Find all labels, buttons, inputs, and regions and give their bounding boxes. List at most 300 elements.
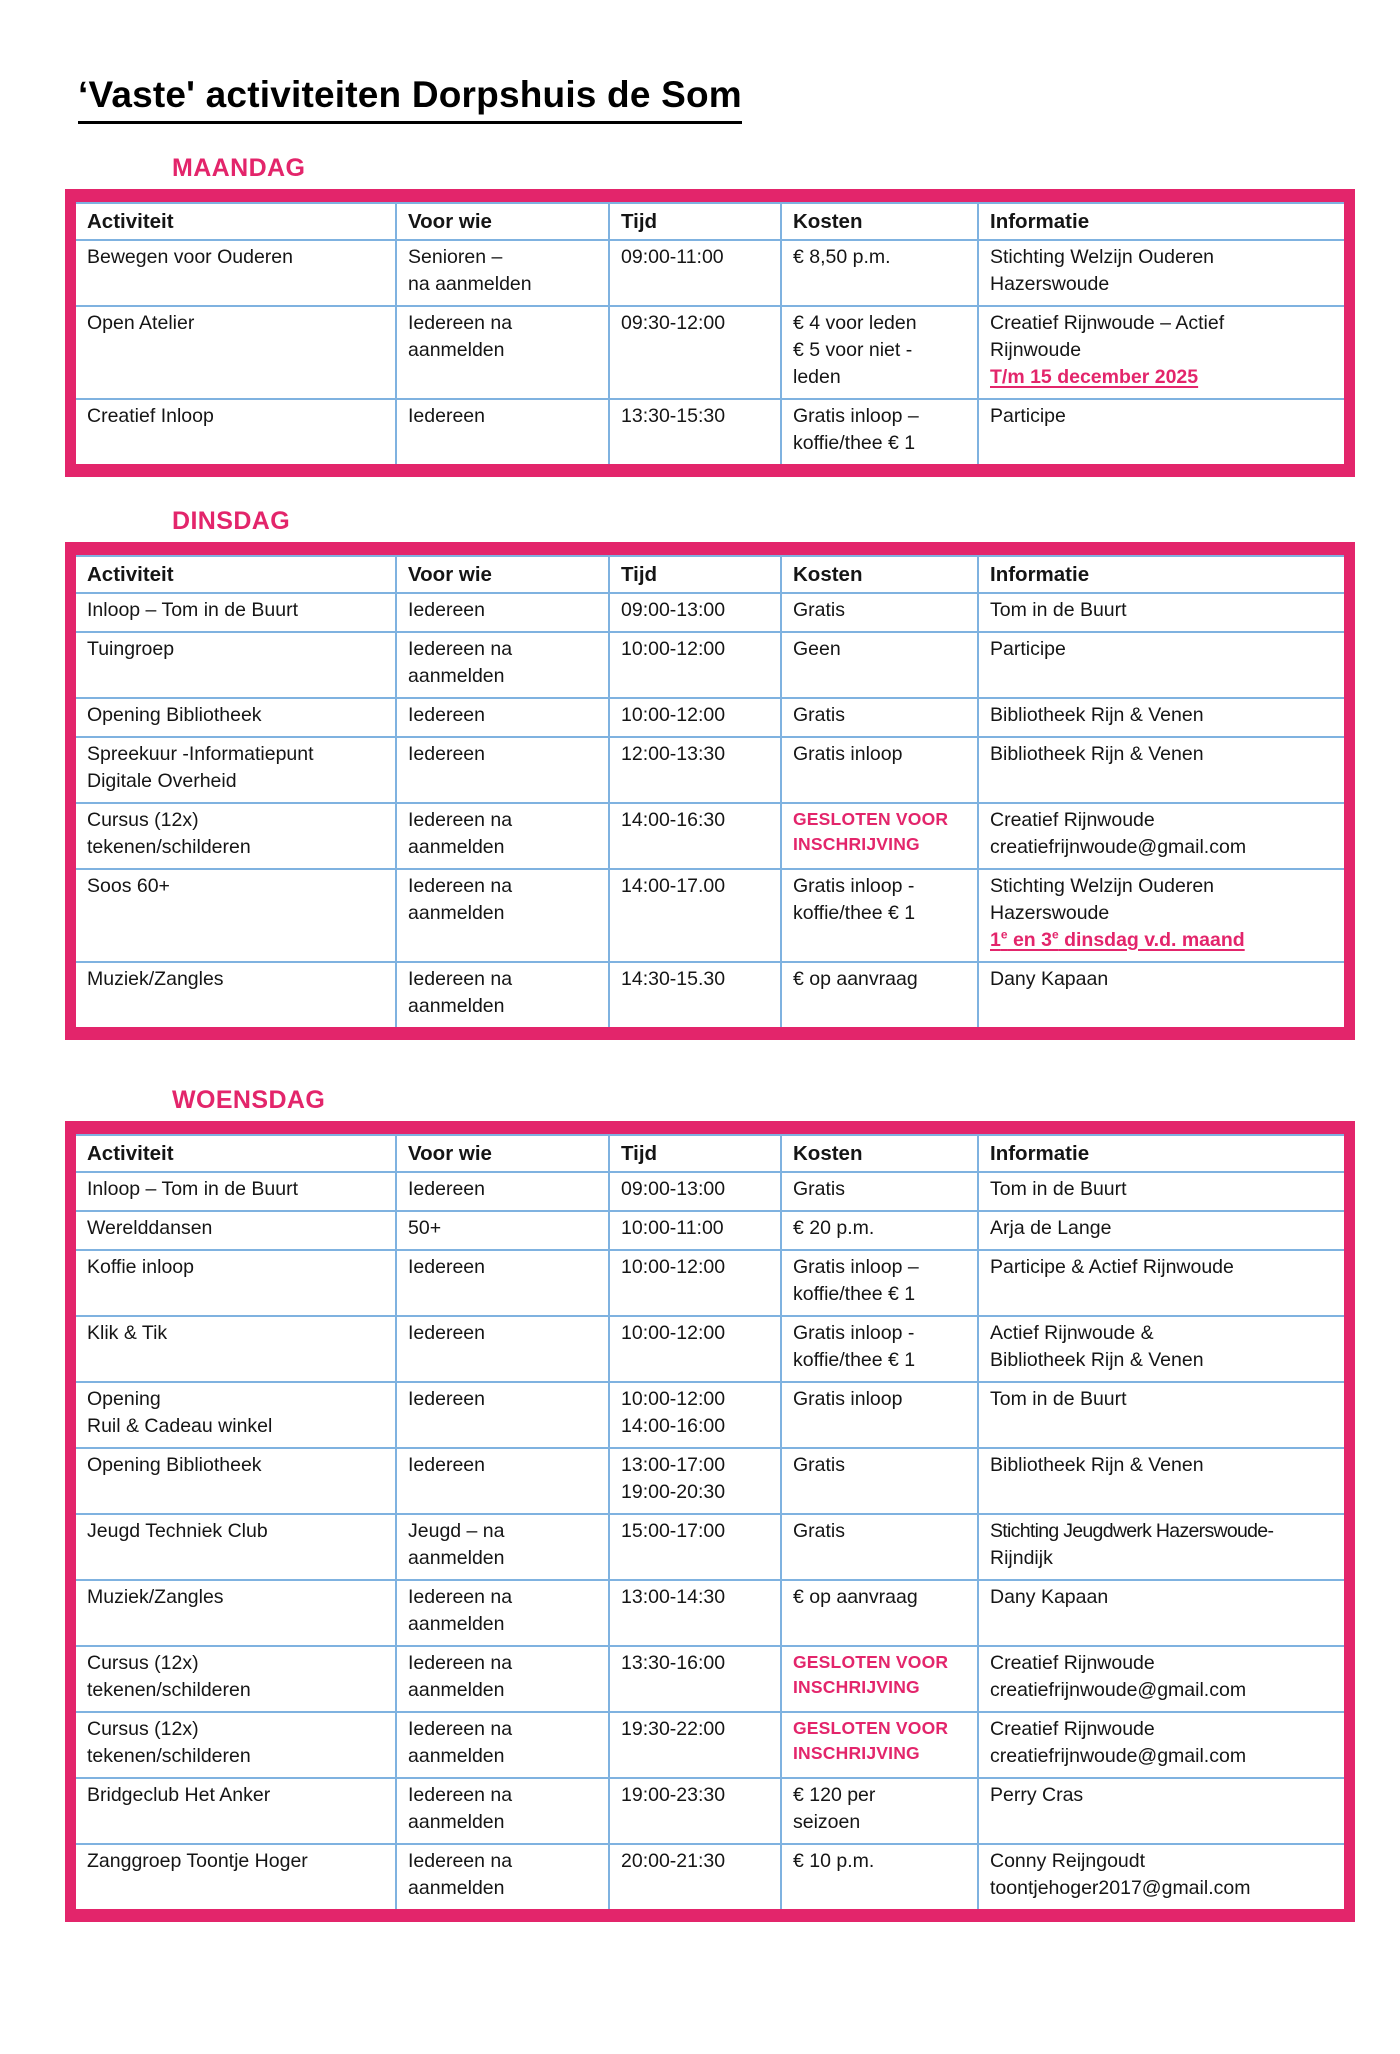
cell-voor-wie	[396, 1448, 609, 1514]
cell-line: Conny Reijngoudt	[990, 1849, 1146, 1872]
cell-informatie	[978, 1448, 1344, 1514]
cell-tijd	[609, 1778, 781, 1844]
cell-tijd	[609, 962, 781, 1027]
cell-line: Tuingroep	[87, 637, 175, 660]
cell-voor-wie	[396, 1580, 609, 1646]
cell-kosten	[781, 1448, 978, 1514]
cell-line: 13:30-16:00	[621, 1651, 726, 1674]
schedule-table-frame	[65, 1121, 1355, 1922]
cell-line: Geen	[793, 637, 841, 660]
day-heading: DINSDAG	[172, 506, 291, 535]
cell-line: € 120 per	[793, 1783, 876, 1806]
header-row	[76, 556, 1344, 593]
cell-kosten	[781, 1382, 978, 1448]
cell-line: Stichting Welzijn Ouderen	[990, 874, 1215, 897]
cell-voor-wie	[396, 737, 609, 803]
cell-line: tekenen/schilderen	[87, 1744, 251, 1767]
cell-line: 15:00-17:00	[621, 1519, 726, 1542]
cell-line: Participe & Actief Rijnwoude	[990, 1255, 1234, 1278]
schedule-table-frame	[65, 189, 1355, 477]
table-row	[76, 1580, 1344, 1646]
cell-line: Senioren –	[408, 245, 503, 268]
cell-activiteit	[76, 1844, 396, 1909]
cell-line: Iedereen na	[408, 808, 513, 831]
cell-line: 10:00-12:00	[621, 637, 726, 660]
cell-line: 10:00-12:00	[621, 1387, 726, 1410]
day-section-maandag	[0, 154, 1400, 477]
cell-informatie	[978, 399, 1344, 464]
cell-informatie	[978, 306, 1344, 399]
cell-line: Hazerswoude	[990, 901, 1110, 924]
cell-line: 50+	[408, 1216, 442, 1239]
cell-line: creatiefrijnwoude@gmail.com	[990, 1744, 1247, 1767]
cell-informatie	[978, 1250, 1344, 1316]
cell-line: Perry Cras	[990, 1783, 1084, 1806]
cell-line: 13:00-14:30	[621, 1585, 726, 1608]
cell-line: 12:00-13:30	[621, 742, 726, 765]
cell-informatie	[978, 1316, 1344, 1382]
cell-activiteit	[76, 1316, 396, 1382]
cell-line: Gratis inloop –	[793, 1255, 919, 1278]
cell-line: 14:00-16:30	[621, 808, 726, 831]
cell-line: Iedereen na	[408, 874, 513, 897]
column-header: Activiteit	[76, 203, 396, 240]
cell-tijd	[609, 698, 781, 737]
day-section-dinsdag	[0, 507, 1400, 1040]
table-row	[76, 962, 1344, 1027]
cell-activiteit	[76, 399, 396, 464]
schedule-table	[76, 1134, 1344, 1909]
cell-activiteit	[76, 1211, 396, 1250]
cell-line: 20:00-21:30	[621, 1849, 726, 1872]
cell-kosten	[781, 1712, 978, 1778]
cell-line: Iedereen na	[408, 1585, 513, 1608]
cell-line: Gratis inloop -	[793, 874, 915, 897]
cell-line: koffie/thee € 1	[793, 1348, 916, 1371]
cell-tijd	[609, 869, 781, 962]
cell-line: 14:00-17.00	[621, 874, 726, 897]
cell-line: 10:00-12:00	[621, 703, 726, 726]
schedule-table	[76, 555, 1344, 1027]
cell-activiteit	[76, 306, 396, 399]
cell-line: Gratis	[793, 1177, 846, 1200]
document-header	[78, 74, 1400, 124]
cell-activiteit	[76, 1778, 396, 1844]
cell-line: Digitale Overheid	[87, 769, 237, 792]
cell-line: 09:00-11:00	[621, 245, 724, 268]
table-row	[76, 306, 1344, 399]
column-header: Voor wie	[396, 203, 609, 240]
cell-voor-wie	[396, 1514, 609, 1580]
cell-informatie	[978, 737, 1344, 803]
cell-tijd	[609, 737, 781, 803]
cell-tijd	[609, 593, 781, 632]
cell-informatie	[978, 698, 1344, 737]
cell-line: Tom in de Buurt	[990, 598, 1127, 621]
cell-line: Cursus (12x)	[87, 1717, 199, 1740]
table-row	[76, 1250, 1344, 1316]
cell-line: 09:30-12:00	[621, 311, 726, 334]
table-row	[76, 593, 1344, 632]
cell-tijd	[609, 1712, 781, 1778]
cell-line: INSCHRIJVING	[793, 833, 920, 854]
cell-line: koffie/thee € 1	[793, 1282, 916, 1305]
cell-kosten	[781, 698, 978, 737]
cell-line: Opening Bibliotheek	[87, 703, 262, 726]
cell-line: 09:00-13:00	[621, 598, 726, 621]
cell-activiteit	[76, 1514, 396, 1580]
cell-line: Iedereen	[408, 1321, 485, 1344]
cell-activiteit	[76, 1448, 396, 1514]
column-header: Activiteit	[76, 556, 396, 593]
table-row	[76, 632, 1344, 698]
column-header: Tijd	[609, 203, 781, 240]
cell-line: Bibliotheek Rijn & Venen	[990, 742, 1204, 765]
cell-kosten	[781, 1250, 978, 1316]
cell-line: Bibliotheek Rijn & Venen	[990, 1348, 1204, 1371]
cell-kosten	[781, 1316, 978, 1382]
cell-kosten	[781, 869, 978, 962]
cell-line: € 8,50 p.m.	[793, 245, 891, 268]
cell-informatie	[978, 1778, 1344, 1844]
cell-line: Iedereen na	[408, 311, 513, 334]
cell-voor-wie	[396, 306, 609, 399]
cell-informatie	[978, 1712, 1344, 1778]
cell-line: Zanggroep Toontje Hoger	[87, 1849, 308, 1872]
cell-line: Klik & Tik	[87, 1321, 168, 1344]
cell-line: € 4 voor leden	[793, 311, 917, 334]
cell-informatie	[978, 962, 1344, 1027]
cell-line: aanmelden	[408, 1546, 505, 1569]
cell-kosten	[781, 1580, 978, 1646]
cell-tijd	[609, 803, 781, 869]
cell-line: Dany Kapaan	[990, 967, 1109, 990]
cell-line: creatiefrijnwoude@gmail.com	[990, 835, 1247, 858]
cell-kosten	[781, 1211, 978, 1250]
cell-line: Gratis inloop	[793, 1387, 903, 1410]
table-row	[76, 1316, 1344, 1382]
cell-tijd	[609, 1250, 781, 1316]
column-header: Activiteit	[76, 1135, 396, 1172]
cell-activiteit	[76, 1580, 396, 1646]
cell-activiteit	[76, 962, 396, 1027]
cell-line: € 5 voor niet -	[793, 338, 913, 361]
cell-kosten	[781, 1844, 978, 1909]
cell-line: aanmelden	[408, 1810, 505, 1833]
cell-line: Creatief Rijnwoude – Actief	[990, 311, 1225, 334]
cell-voor-wie	[396, 399, 609, 464]
cell-line: Arja de Lange	[990, 1216, 1112, 1239]
cell-line: 10:00-12:00	[621, 1321, 726, 1344]
cell-voor-wie	[396, 1250, 609, 1316]
cell-line: tekenen/schilderen	[87, 1678, 251, 1701]
cell-line: Iedereen na	[408, 1849, 513, 1872]
schedule-sections	[0, 154, 1400, 1922]
table-row	[76, 240, 1344, 306]
cell-line: aanmelden	[408, 901, 505, 924]
cell-line: Ruil & Cadeau winkel	[87, 1414, 273, 1437]
cell-activiteit	[76, 698, 396, 737]
cell-kosten	[781, 803, 978, 869]
cell-line: Creatief Inloop	[87, 404, 214, 427]
cell-line: Rijndijk	[990, 1546, 1053, 1569]
cell-line: Werelddansen	[87, 1216, 213, 1239]
header-row	[76, 1135, 1344, 1172]
cell-line: Iedereen na	[408, 1783, 513, 1806]
cell-line: INSCHRIJVING	[793, 1676, 920, 1697]
cell-line: Gratis	[793, 1453, 846, 1476]
cell-activiteit	[76, 1172, 396, 1211]
cell-line: Inloop – Tom in de Buurt	[87, 598, 299, 621]
table-row	[76, 1211, 1344, 1250]
cell-voor-wie	[396, 1316, 609, 1382]
table-row	[76, 1778, 1344, 1844]
cell-line: 13:00-17:00	[621, 1453, 726, 1476]
table-row	[76, 1448, 1344, 1514]
cell-activiteit	[76, 593, 396, 632]
cell-activiteit	[76, 803, 396, 869]
cell-informatie	[978, 869, 1344, 962]
cell-line: Iedereen na	[408, 1717, 513, 1740]
cell-informatie	[978, 632, 1344, 698]
cell-tijd	[609, 1382, 781, 1448]
column-header: Tijd	[609, 1135, 781, 1172]
cell-line: Iedereen	[408, 1387, 485, 1410]
cell-line: 19:00-20:30	[621, 1480, 726, 1503]
cell-line: Koffie inloop	[87, 1255, 194, 1278]
cell-line: Opening Bibliotheek	[87, 1453, 262, 1476]
cell-line: aanmelden	[408, 994, 505, 1017]
cell-line: Cursus (12x)	[87, 808, 199, 831]
cell-line: 14:30-15.30	[621, 967, 726, 990]
column-header: Voor wie	[396, 1135, 609, 1172]
cell-voor-wie	[396, 240, 609, 306]
column-header: Informatie	[978, 203, 1344, 240]
cell-line: aanmelden	[408, 1744, 505, 1767]
cell-voor-wie	[396, 803, 609, 869]
cell-line: Dany Kapaan	[990, 1585, 1109, 1608]
cell-line: Gratis inloop –	[793, 404, 919, 427]
cell-kosten	[781, 399, 978, 464]
table-row	[76, 1646, 1344, 1712]
cell-activiteit	[76, 1382, 396, 1448]
cell-informatie	[978, 1172, 1344, 1211]
page-title: ‘Vaste' activiteiten Dorpshuis de Som	[78, 74, 742, 124]
cell-line: Spreekuur -Informatiepunt	[87, 742, 314, 765]
cell-line: Actief Rijnwoude &	[990, 1321, 1154, 1344]
table-row	[76, 1382, 1344, 1448]
table-row	[76, 698, 1344, 737]
cell-voor-wie	[396, 632, 609, 698]
cell-line: Gratis	[793, 598, 846, 621]
cell-voor-wie	[396, 1211, 609, 1250]
cell-kosten	[781, 1778, 978, 1844]
cell-line: 19:30-22:00	[621, 1717, 726, 1740]
cell-line: Tom in de Buurt	[990, 1387, 1127, 1410]
cell-line: 14:00-16:00	[621, 1414, 726, 1437]
cell-kosten	[781, 1646, 978, 1712]
cell-voor-wie	[396, 1844, 609, 1909]
header-row	[76, 203, 1344, 240]
cell-line: 09:00-13:00	[621, 1177, 726, 1200]
table-row	[76, 1172, 1344, 1211]
cell-line: Inloop – Tom in de Buurt	[87, 1177, 299, 1200]
cell-line: aanmelden	[408, 664, 505, 687]
cell-line: Iedereen	[408, 1177, 485, 1200]
column-header: Voor wie	[396, 556, 609, 593]
cell-tijd	[609, 1514, 781, 1580]
cell-line: Participe	[990, 404, 1066, 427]
day-section-woensdag	[0, 1086, 1400, 1922]
day-heading: MAANDAG	[172, 153, 306, 182]
cell-line: Iedereen	[408, 742, 485, 765]
table-row	[76, 1844, 1344, 1909]
cell-line: Opening	[87, 1387, 161, 1410]
cell-line: Participe	[990, 637, 1066, 660]
cell-line: € op aanvraag	[793, 1585, 918, 1608]
cell-line: creatiefrijnwoude@gmail.com	[990, 1678, 1247, 1701]
cell-line: Iedereen na	[408, 1651, 513, 1674]
cell-line: GESLOTEN VOOR	[793, 1651, 949, 1672]
column-header: Kosten	[781, 203, 978, 240]
cell-line: Iedereen	[408, 1453, 485, 1476]
cell-line: € 20 p.m.	[793, 1216, 875, 1239]
table-row	[76, 1712, 1344, 1778]
cell-line: 10:00-12:00	[621, 1255, 726, 1278]
cell-kosten	[781, 306, 978, 399]
cell-line: GESLOTEN VOOR	[793, 808, 949, 829]
cell-informatie	[978, 1646, 1344, 1712]
cell-voor-wie	[396, 593, 609, 632]
cell-informatie	[978, 1514, 1344, 1580]
cell-line: Open Atelier	[87, 311, 195, 334]
cell-tijd	[609, 1316, 781, 1382]
cell-informatie	[978, 1211, 1344, 1250]
cell-activiteit	[76, 737, 396, 803]
cell-line: Creatief Rijnwoude	[990, 808, 1155, 831]
cell-activiteit	[76, 240, 396, 306]
cell-tijd	[609, 1448, 781, 1514]
cell-kosten	[781, 240, 978, 306]
cell-line: T/m 15 december 2025	[990, 365, 1199, 388]
cell-activiteit	[76, 632, 396, 698]
cell-tijd	[609, 632, 781, 698]
cell-kosten	[781, 632, 978, 698]
cell-line: 10:00-11:00	[621, 1216, 724, 1239]
cell-line: Stichting Jeugdwerk Hazerswoude-	[990, 1519, 1274, 1542]
cell-line: Iedereen na	[408, 637, 513, 660]
cell-line: Bibliotheek Rijn & Venen	[990, 1453, 1204, 1476]
cell-voor-wie	[396, 1646, 609, 1712]
cell-line: aanmelden	[408, 1678, 505, 1701]
cell-line: Jeugd – na	[408, 1519, 505, 1542]
cell-line: Gratis inloop	[793, 742, 903, 765]
table-row	[76, 1514, 1344, 1580]
cell-line: Muziek/Zangles	[87, 1585, 224, 1608]
cell-informatie	[978, 803, 1344, 869]
cell-voor-wie	[396, 869, 609, 962]
cell-line: Tom in de Buurt	[990, 1177, 1127, 1200]
cell-line: Bridgeclub Het Anker	[87, 1783, 271, 1806]
cell-line: seizoen	[793, 1810, 861, 1833]
cell-line: tekenen/schilderen	[87, 835, 251, 858]
cell-line: INSCHRIJVING	[793, 1742, 920, 1763]
schedule-table-frame	[65, 542, 1355, 1040]
cell-voor-wie	[396, 962, 609, 1027]
cell-line: Rijnwoude	[990, 338, 1082, 361]
cell-informatie	[978, 1382, 1344, 1448]
cell-line: Soos 60+	[87, 874, 170, 897]
cell-line: GESLOTEN VOOR	[793, 1717, 949, 1738]
cell-tijd	[609, 240, 781, 306]
table-row	[76, 737, 1344, 803]
cell-line: aanmelden	[408, 1876, 505, 1899]
cell-line: Bibliotheek Rijn & Venen	[990, 703, 1204, 726]
cell-line: Bewegen voor Ouderen	[87, 245, 293, 268]
cell-line: Gratis	[793, 1519, 846, 1542]
cell-voor-wie	[396, 1778, 609, 1844]
schedule-table	[76, 202, 1344, 464]
cell-activiteit	[76, 1646, 396, 1712]
cell-line: 1e en 3e dinsdag v.d. maand	[990, 927, 1245, 951]
cell-line: € op aanvraag	[793, 967, 918, 990]
column-header: Informatie	[978, 1135, 1344, 1172]
cell-activiteit	[76, 1712, 396, 1778]
cell-informatie	[978, 1580, 1344, 1646]
cell-tijd	[609, 1844, 781, 1909]
cell-kosten	[781, 737, 978, 803]
cell-line: leden	[793, 365, 841, 388]
cell-kosten	[781, 1172, 978, 1211]
cell-informatie	[978, 593, 1344, 632]
cell-kosten	[781, 1514, 978, 1580]
cell-kosten	[781, 593, 978, 632]
cell-line: Iedereen	[408, 703, 485, 726]
cell-line: Iedereen na	[408, 967, 513, 990]
cell-activiteit	[76, 1250, 396, 1316]
cell-voor-wie	[396, 698, 609, 737]
cell-line: na aanmelden	[408, 272, 532, 295]
cell-tijd	[609, 399, 781, 464]
cell-activiteit	[76, 869, 396, 962]
day-heading: WOENSDAG	[172, 1085, 326, 1114]
cell-line: aanmelden	[408, 338, 505, 361]
cell-line: aanmelden	[408, 1612, 505, 1635]
cell-line: Gratis	[793, 703, 846, 726]
cell-line: € 10 p.m.	[793, 1849, 875, 1872]
cell-line: 13:30-15:30	[621, 404, 726, 427]
cell-tijd	[609, 1646, 781, 1712]
cell-voor-wie	[396, 1382, 609, 1448]
cell-line: Hazerswoude	[990, 272, 1110, 295]
cell-line: Iedereen	[408, 404, 485, 427]
cell-line: Iedereen	[408, 598, 485, 621]
table-row	[76, 803, 1344, 869]
cell-voor-wie	[396, 1172, 609, 1211]
cell-informatie	[978, 1844, 1344, 1909]
table-row	[76, 399, 1344, 464]
column-header: Kosten	[781, 1135, 978, 1172]
cell-line: koffie/thee € 1	[793, 901, 916, 924]
cell-line: Jeugd Techniek Club	[87, 1519, 268, 1542]
cell-line: Iedereen	[408, 1255, 485, 1278]
table-row	[76, 869, 1344, 962]
cell-tijd	[609, 1172, 781, 1211]
cell-line: Creatief Rijnwoude	[990, 1651, 1155, 1674]
cell-line: aanmelden	[408, 835, 505, 858]
cell-line: 19:00-23:30	[621, 1783, 726, 1806]
cell-tijd	[609, 1211, 781, 1250]
